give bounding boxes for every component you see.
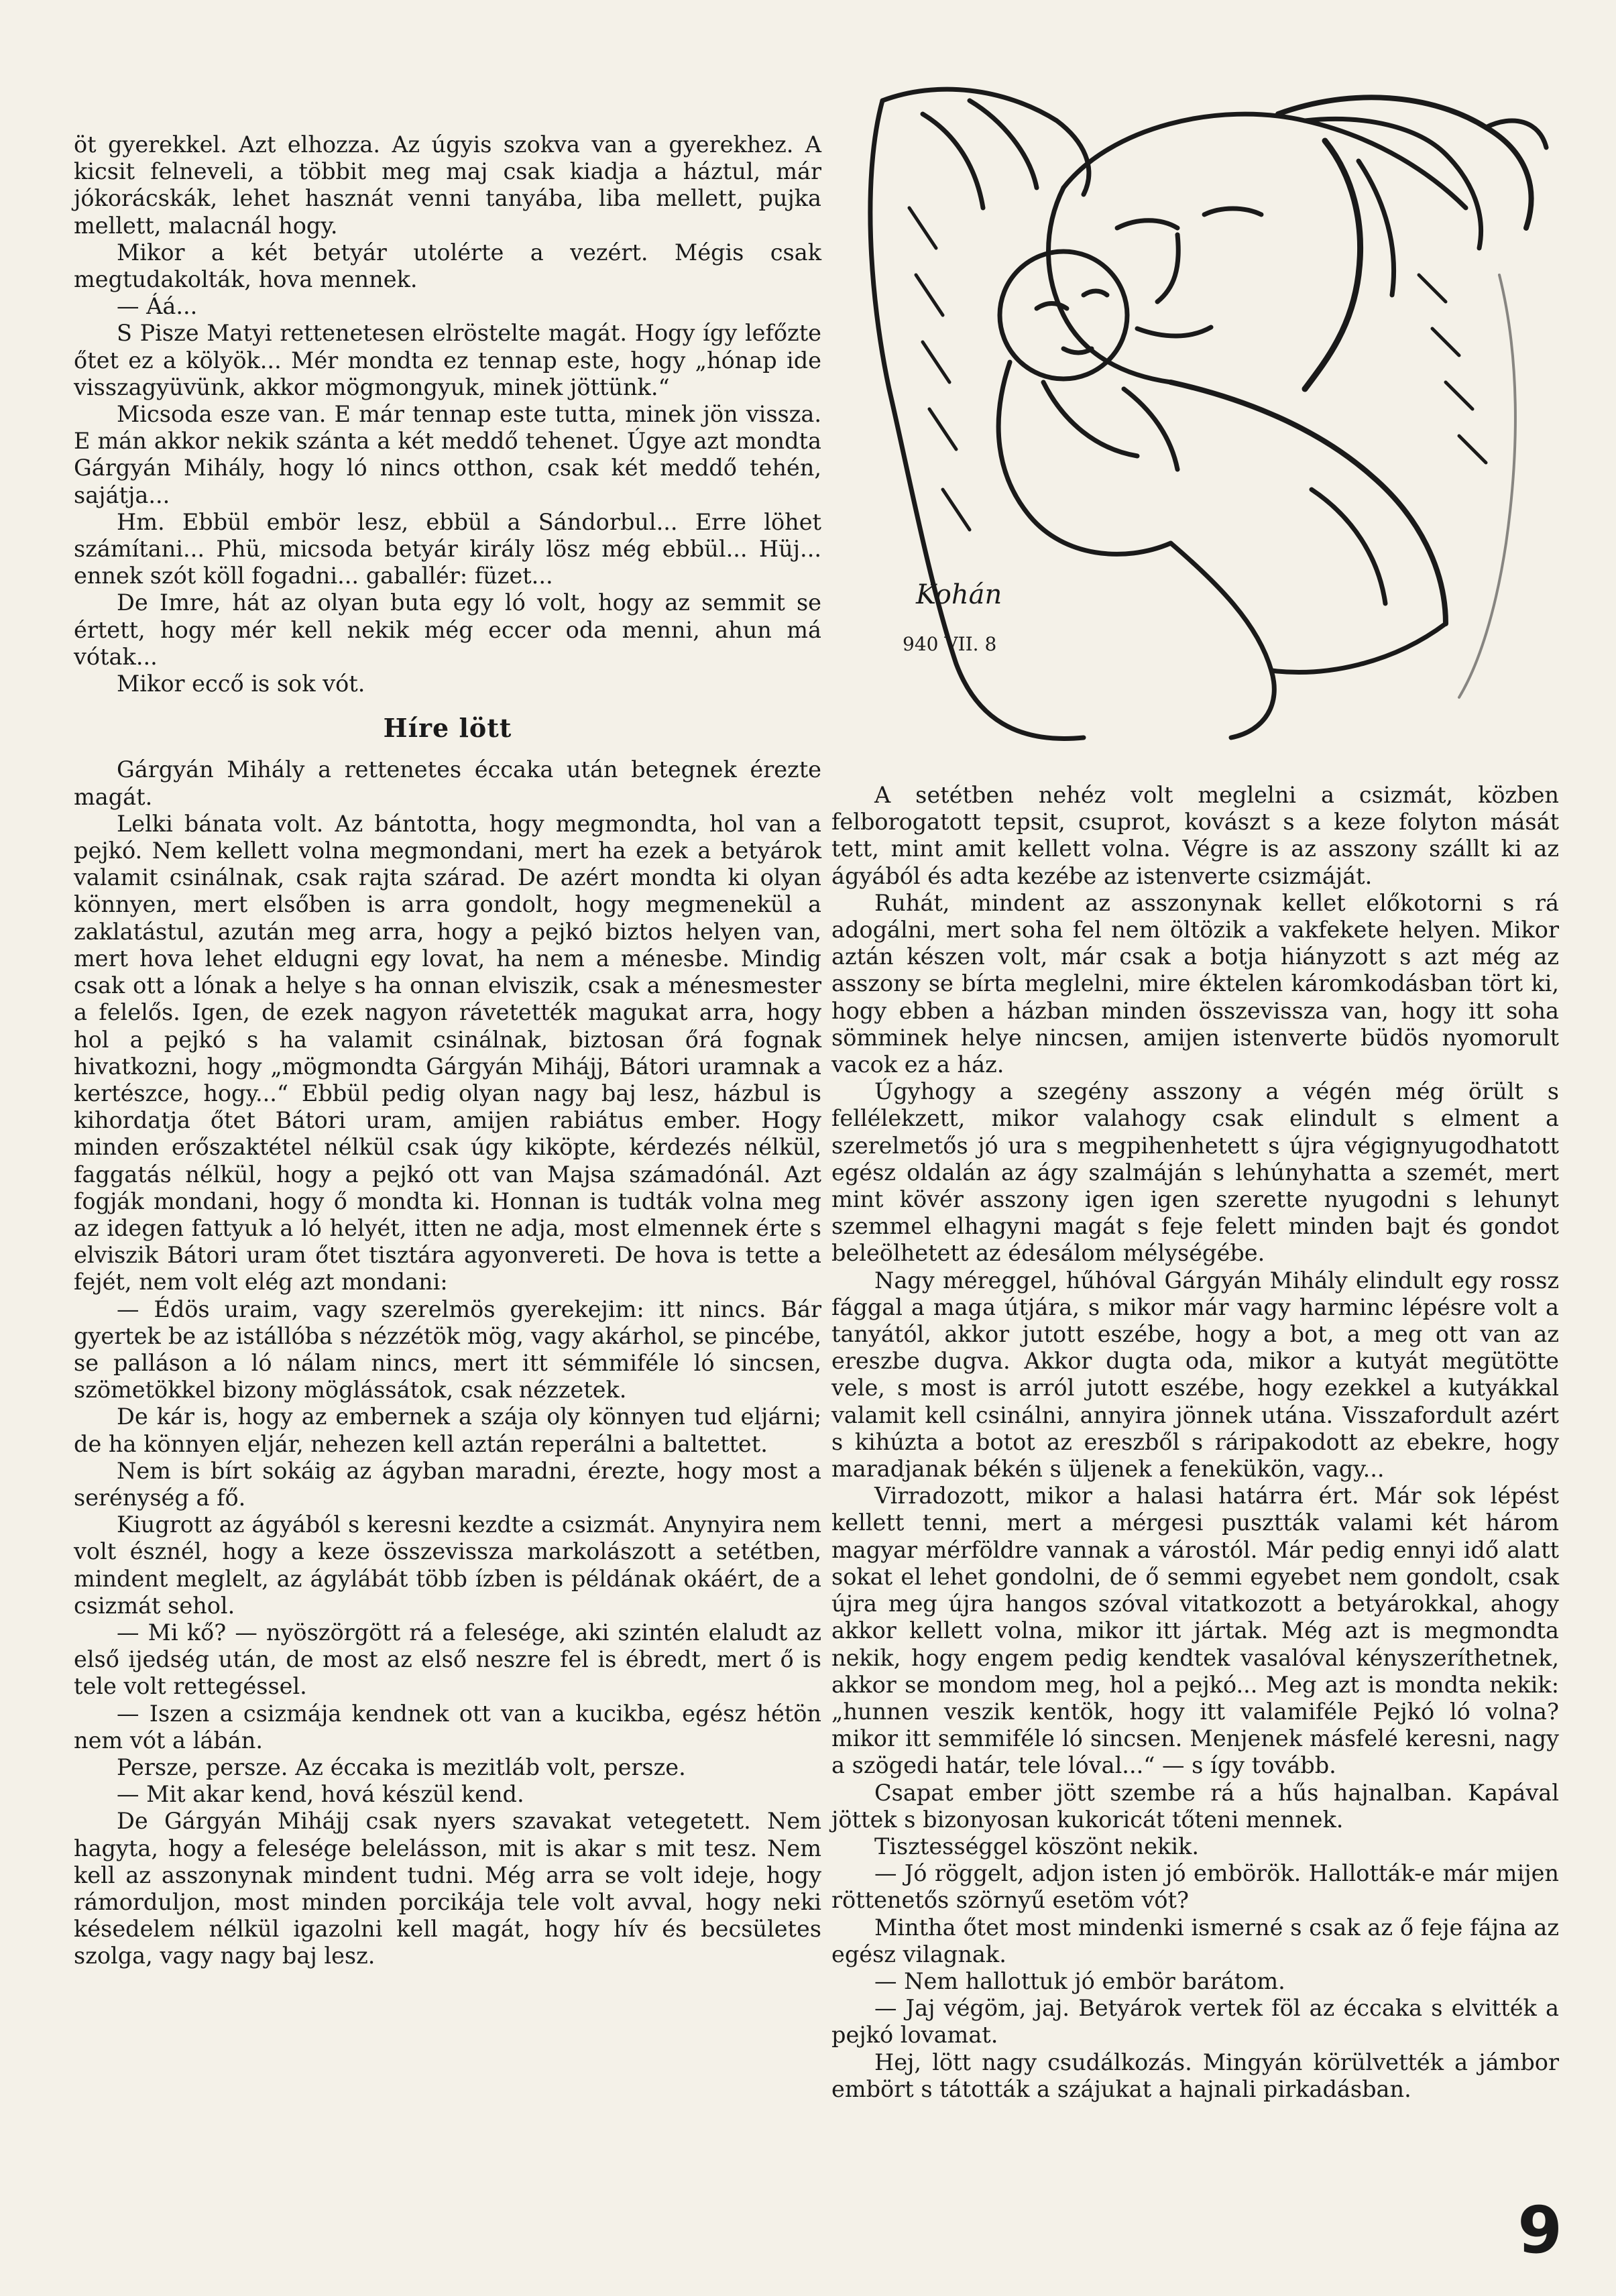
paragraph: Mikor eccő is sok vót. <box>117 671 365 697</box>
mother-and-child-illustration <box>842 74 1566 764</box>
paragraph: De Imre, hát az olyan buta egy ló volt, hogy az semmit se értett, hogy mér kell nekik még eccer oda menni, ahun má vótak... <box>74 589 821 670</box>
paragraph: — Mi kő? — nyöszörgött rá a felesége, aki szintén elaludt az első ijedség után, de most az első neszre fel is ébredt, mert ő is tele volt rettegéssel. <box>74 1619 821 1700</box>
paragraph: Nagy méreggel, hűhóval Gárgyán Mihály elindult egy rossz fággal a maga útjára, s mikor már vagy harminc lépésre volt a tanyától, akkor jutott eszébe, hogy a bot, a meg ott van az ereszbe dugva. Akkor dugta oda, mikor a kutyát megütötte vele, s most is arról jutott eszébe, hogy ezekkel a kutyákkal valamit kell csinálni, annyira jönnek utána. Visszafordult azért s kihúzta a botot az ereszből s ráripakodott az ebekre, hogy maradjanak békén s üljenek a fenekükön, vagy... <box>831 1267 1559 1483</box>
illustration-date: 940 VII. 8 <box>903 633 997 655</box>
paragraph: — Jó röggelt, adjon isten jó embörök. Hallották-e már mijen röttenetős szörnyű esetöm vót? <box>831 1860 1559 1914</box>
page-number: 9 <box>1517 2193 1562 2268</box>
paragraph: — Iszen a csizmája kendnek ott van a kucikba, egész hétön nem vót a lábán. <box>74 1700 821 1754</box>
left-column <box>74 131 821 1970</box>
paragraph: Hm. Ebbül embör lesz, ebbül a Sándorbul... Erre löhet számítani... Phü, micsoda betyár király lösz még ebbül... Hüj... ennek szót köll fogadni... gaballér: füzet... <box>74 508 821 589</box>
paragraph: S Pisze Matyi rettenetesen elröstelte magát. Hogy így lefőzte őtet ez a kölyök... Mér mondta ez tennap este, hogy „hónap ide visszagyüvünk, akkor mögmongyuk, minek jöttünk.“ <box>74 320 821 400</box>
paragraph: — Mit akar kend, hová készül kend. <box>117 1781 524 1808</box>
paragraph: Ruhát, mindent az asszonynak kellet előkotorni s rá adogálni, mert soha fel nem öltözik a vakfekete helyen. Mikor aztán készen volt, már csak a botja hiányzott s azt még az asszony se bírta meglelni, mire éktelen káromkodásban tört ki, hogy ebben a házban minden összevissza van, hogy itt soha sömminek helye nincsen, amijen istenverte büdös nyomorult vacok ez a ház. <box>831 889 1559 1078</box>
paragraph: Úgyhogy a szegény asszony a végén még örült s fellélekzett, mikor valahogy csak elindult s elment a szerelmetős jó ura s megpihenhetett s újra végignyugodhatott egész oldalán az ágy szalmáján s lehúnyhatta a szemét, mert mint kövér asszony igen igen szerette nyugodni s lehunyt szemmel elhagyni magát s feje felett minden bajt és gondot beleölhetett az édesálom mélységébe. <box>831 1078 1559 1267</box>
paragraph: Csapat ember jött szembe rá a hűs hajnalban. Kapával jöttek s bizonyosan kukoricát tőteni mennek. <box>831 1779 1559 1833</box>
paragraph: Kiugrott az ágyából s keresni kezdte a csizmát. Anynyira nem volt észnél, hogy a keze összevissza markolászott a setétben, mindent meglelt, az ágylábát több ízben is példának okáért, de a csizmát sehol. <box>74 1511 821 1619</box>
paragraph: Persze, persze. Az éccaka is mezitláb volt, persze. <box>117 1754 686 1780</box>
paragraph: Nem is bírt sokáig az ágyban maradni, érezte, hogy most a serénység a fő. <box>74 1457 821 1511</box>
paragraph: Lelki bánata volt. Az bántotta, hogy megmondta, hol van a pejkó. Nem kellett volna megmondani, mert ha ezek a betyárok valamit csinálnak, csak rajta szárad. De azért mondta ki olyan könnyen, mert elsőben is arra gondolt, hogy megmenekül a zaklatástul, azután meg arra, hogy a pejkó biztos helyen van, mert hova lehet eldugni egy lovat, ha nem a ménesbe. Mindig csak ott a lónak a helye s ha onnan elviszik, csak a ménesmester a felelős. Igen, de ezek nagyon rávetették magukat arra, hogy hol a pejkó s ha valamit csinálnak, biztosan őrá fognak hivatkozni, hogy „mögmondta Gárgyán Mihájj, Bátori uramnak a kertészce, hogy...“ Ebbül pedig olyan nagy baj lesz, házbul is kihordatja őtet Bátori uram, amijen rabiátus ember. Hogy minden erőszaktétel nélkül csak úgy kiköpte, kérdezés nélkül, faggatás nélkül, hogy a pejkó ott van Majsa számadónál. Azt fogják mondani, hogy ő mondta ki. Honnan is tudták volna meg az idegen fattyuk a ló helyét, itten ne adja, most elmennek érte s elviszik Bátori uram őtet tisztára agyonvereti. De hova is tette a fejét, nem volt elég azt mondani: <box>74 810 821 1296</box>
paragraph: Mintha őtet most mindenki ismerné s csak az ő feje fájna az egész vilagnak. <box>831 1914 1559 1967</box>
paragraph: Hej, lött nagy csudálkozás. Mingyán körülvették a jámbor embört s tátották a szájukat a hajnali pirkadásban. <box>831 2049 1559 2102</box>
paragraph: — Áá... <box>117 293 198 320</box>
paragraph: Micsoda esze van. E már tennap este tutta, minek jön vissza. E mán akkor nekik szánta a két meddő tehenet. Úgye azt mondta Gárgyán Mihály, hogy ló nincs otthon, csak két meddő tehén, sajátja... <box>74 401 821 508</box>
paragraph: — Jaj végöm, jaj. Betyárok vertek föl az éccaka s elvitték a pejkó lovamat. <box>831 1995 1559 2049</box>
paragraph: A setétben nehéz volt meglelni a csizmát, közben felborogatott tepsit, csuprot, kovászt s a keze folyton mását tett, mint amit kellett volna. Végre is az asszony szállt ki az ágyából és adta kezébe az istenverte csizmáját. <box>831 782 1559 889</box>
paragraph: Gárgyán Mihály a rettenetes éccaka után betegnek érezte magát. <box>74 756 821 810</box>
paragraph: öt gyerekkel. Azt elhozza. Az úgyis szokva van a gyerekhez. A kicsit felneveli, a többit meg maj csak kiadja a háztul, már jókorácskák, lehet hasznát venni tanyába, liba mellett, pujka mellett, malacnál hogy. <box>74 131 821 239</box>
paragraph: — Édös uraim, vagy szerelmös gyerekejim: itt nincs. Bár gyertek be az istállóba s nézzétök mög, vagy akárhol, se pincébe, se palláson a ló nálam nincs, mert itt sémmiféle ló sincsen, szömetökkel bizony möglássátok, csak nézzetek. <box>74 1296 821 1403</box>
paragraph: — Nem hallottuk jó embör barátom. <box>874 1967 1285 1994</box>
right-column <box>831 782 1559 2103</box>
paragraph: De kár is, hogy az embernek a szája oly könnyen tud eljárni; de ha könnyen eljár, nehezen kell aztán reperálni a baltettet. <box>74 1403 821 1457</box>
paragraph: Tisztességgel köszönt nekik. <box>874 1833 1199 1859</box>
paragraph: De Gárgyán Mihájj csak nyers szavakat vetegetett. Nem hagyta, hogy a felesége belelásson, mit is akar s mit tesz. Nem kell az asszonynak mindent tudni. Még arra se volt ideje, hogy rámorduljon, most minden porcikája tele volt avval, hogy neki késedelem nélkül igazolni kell magát, hogy hív és becsületes szolga, vagy nagy baj lesz. <box>74 1808 821 1969</box>
artist-signature: Kohán <box>916 579 1002 610</box>
section-heading: Híre lött <box>383 713 512 744</box>
paragraph: Virradozott, mikor a halasi határra ért. Már sok lépést kellett tenni, mert a mérgesi pusztták valami két három magyar mérföldre vannak a várostól. Már pedig ennyi idő alatt sokat el lehet gondolni, de ő semmi egyebet nem gondolt, csak újra meg újra hangos szóval vitatkozott a betyárokkal, ahogy akkor kellett volna, mikor itt jártak. Még azt is megmondta nekik, hogy engem pedig kendtek vasalóval kényszeríthetnek, akkor se mondom meg, hol a pejkó... Meg azt is mondta nekik: „hunnen veszik kentök, hogy itt valamiféle Pejkó ló volna? mikor itt semmiféle ló sincsen. Menjenek másfelé keresni, nagy a szögedi határ, tele lóval...“ — s így tovább. <box>831 1483 1559 1779</box>
paragraph: Mikor a két betyár utolérte a vezért. Mégis csak megtudakolták, hova mennek. <box>74 239 821 293</box>
